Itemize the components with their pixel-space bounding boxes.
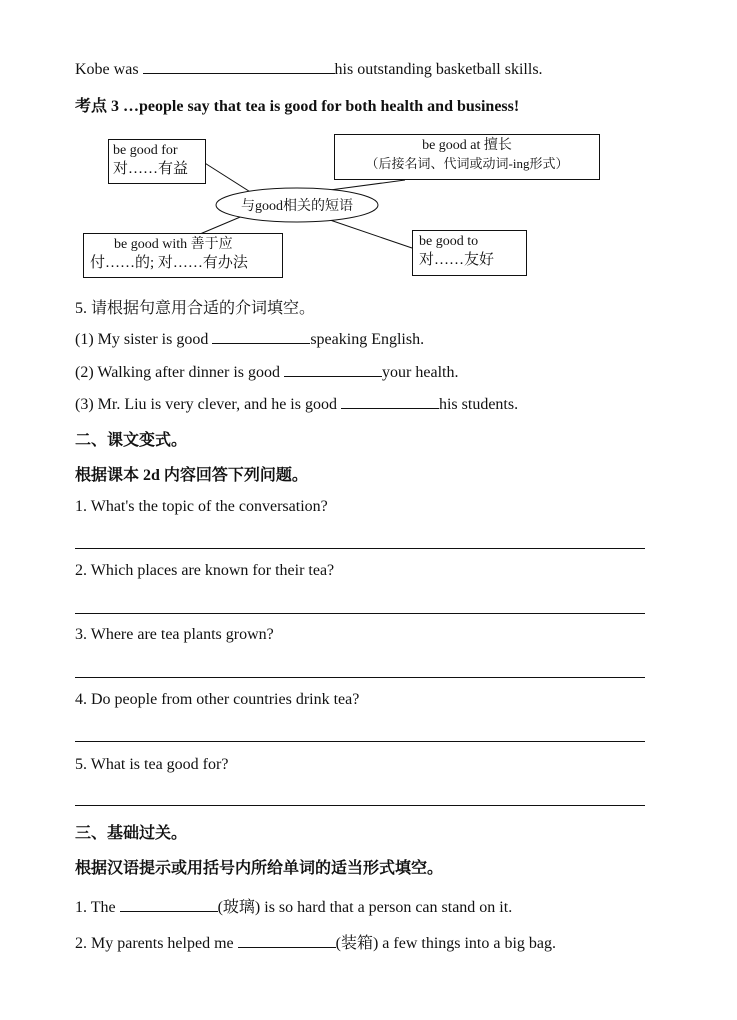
s3-item-2 [75,930,556,953]
fill-blank[interactable] [212,329,310,344]
box-good-at [334,134,600,180]
item-text: (3) Mr. Liu is very clever, and he is good [75,396,341,413]
answer-line-2[interactable] [75,613,645,614]
center-label: 与good相关的短语 [241,199,353,214]
fill-blank[interactable] [120,897,218,912]
fill-blank[interactable] [284,362,382,377]
box-good-to [412,230,527,276]
point-3-heading: 考点 3 …people say that tea is good for both health and business! [75,98,520,115]
q5-item-1 [75,329,424,349]
item-text: 2. My parents helped me [75,935,238,952]
q5-item-2 [75,362,458,382]
fill-blank[interactable] [238,933,336,948]
q5-item-3 [75,394,518,414]
answer-line-5[interactable] [75,805,645,806]
box-line: 对……有益 [113,161,189,177]
section-2-instruction: 根据课本 2d 内容回答下列问题。 [75,467,308,484]
answer-line-1[interactable] [75,548,645,549]
section-3-title: 三、基础过关。 [75,825,188,842]
box-line: （后接名词、代词或动词-ing形式） [365,156,569,171]
answer-line-3[interactable] [75,677,645,678]
connector-line [330,220,412,248]
box-good-with [83,233,283,278]
box-line: be good for [113,143,178,158]
item-text: (装箱) a few things into a big bag. [335,935,557,952]
item-text: speaking English. [310,331,425,348]
box-line: be good at 擅长 [422,138,512,153]
question-2: 2. Which places are known for their tea? [75,562,335,579]
item-text: (2) Walking after dinner is good [75,364,285,381]
item-text: his students. [438,396,519,413]
sentence-text: Kobe was [75,61,143,78]
s3-item-1 [75,894,512,917]
connector-line [200,160,255,195]
box-line: 付……的; 对……有办法 [90,255,248,271]
item-text: 1. The [75,899,120,916]
question-5: 5. What is tea good for? [75,756,229,773]
question-3: 3. Where are tea plants grown? [75,626,274,643]
question-1: 1. What's the topic of the conversation? [75,498,328,515]
item-text: (1) My sister is good [75,331,213,348]
answer-line-4[interactable] [75,741,645,742]
question-4: 4. Do people from other countries drink tea? [75,691,360,708]
section-3-instruction: 根据汉语提示或用括号内所给单词的适当形式填空。 [75,860,444,877]
box-good-for [108,139,206,184]
box-line: be good with 善于应 [114,237,233,252]
box-line: be good to [419,234,479,249]
q5-title: 5. 请根据句意用合适的介词填空。 [75,300,316,317]
item-text: your health. [382,364,459,381]
item-text: (玻璃) is so hard that a person can stand on it. [217,899,513,916]
sentence-text: his outstanding basketball skills. [334,61,543,78]
fill-blank[interactable] [341,394,439,409]
box-line: 对……友好 [419,252,495,268]
section-2-title: 二、课文变式。 [75,432,188,449]
connector-line [200,215,245,234]
connector-line [330,180,405,190]
